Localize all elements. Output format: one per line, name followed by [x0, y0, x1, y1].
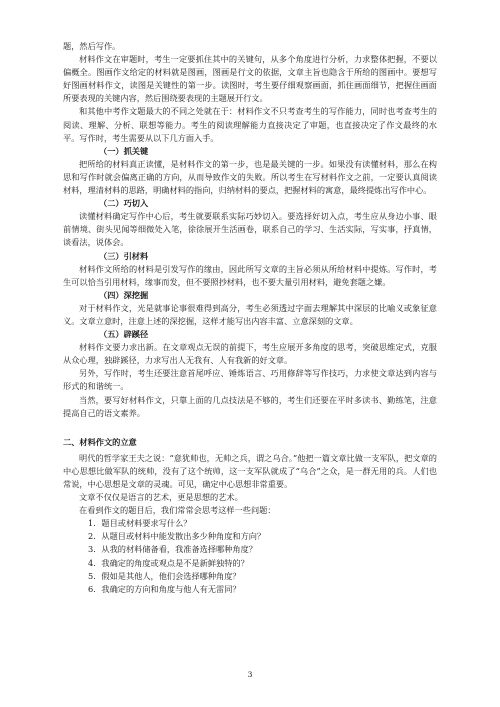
- paragraph: 题，然后写作。: [63, 41, 121, 51]
- paragraph: 材料作文要力求出新。在文章观点无误的前提下，考生应展开多角度的思考，突破思维定式，克服从众心理，独辟蹊径，力求写出人无我有、人有我新的好文章。: [63, 342, 437, 366]
- paragraph: 材料作文所给的材料是引发写作的缘由，因此所写文章的主旨必须从所给材料中提炼。写作时，考生可以恰当引用材料，缘事而发，但不要照抄材料，也不要大量引用材料，避免套题之嫌。: [63, 263, 437, 287]
- paragraph: 文章不仅仅是语言的艺术，更是思想的艺术。: [79, 492, 243, 503]
- subheading-new-path: （五）辟蹊径: [99, 329, 149, 340]
- page-content: [63, 40, 437, 596]
- paragraph: 在看到作文的题目后，我们常常会思考这样一些问题：: [79, 505, 276, 516]
- section-heading: 二、材料作文的立意: [63, 436, 137, 447]
- list-item: 5．假如是其他人，他们会选择哪种角度？: [88, 570, 241, 581]
- paragraph: 材料作文在审题时，考生一定要抓住其中的关键句，从多个角度进行分析，力求整体把握，不要以偏概全。图画作文给定的材料就是图画，图画是行文的依据，文章主旨也隐含于所给的图画中。要想写好图画材料作文，读图是关键性的第一步。读图时，考生要仔细观察画面，抓住画面细节，把握住画面所要表现的关键内容，然后围绕要表现的主题展开行文。: [63, 54, 437, 104]
- paragraph: 当然，要写好材料作文，只靠上面的几点技法是不够的，考生们还要在平时多读书、勤练笔，注意提高自己的语文素养。: [63, 394, 437, 418]
- subheading-grasp-key: （一）抓关键: [99, 145, 149, 156]
- paragraph: 读懂材料确定写作中心后，考生就要联系实际巧妙切入。要选择好切入点，考生应从身边小事、眼前情境、街头见闻等细微处入笔，徐徐展开生活画卷，联系自己的学习、生活实际，写实事，抒真情，谈看法，说体会。: [63, 211, 437, 248]
- paragraph: 对于材料作文，光是就事论事很难得到高分，考生必须透过字面去理解其中深层的比喻义或象征意义。文章立意时，注意上述的深挖掘，这样才能写出内容丰富、立意深刻的文章。: [63, 302, 437, 326]
- page-number: 3: [247, 670, 253, 679]
- paragraph: 和其他中考作文题最大的不同之处就在于：材料作文不只考查考生的写作能力，同时也考查考生的阅读、理解、分析、联想等能力。考生的阅读理解能力直接决定了审题，也直接决定了作文最终的水平。写作时，考生需要从以下几方面入手。: [63, 106, 437, 143]
- paragraph: 把所给的材料真正读懂，是材料作文的第一步，也是最关键的一步。如果没有读懂材料，那么在构思和写作时就会偏离正确的方向，从而导致作文的失败。所以考生在写材料作文之前，一定要认真阅读材料，理清材料的思路，明确材料的指向，归纳材料的要点，把握材料的寓意，最终提炼出写作中心。: [63, 158, 437, 196]
- list-item: 2．从题目或材料中能发散出多少种角度和方向？: [88, 531, 266, 542]
- paragraph: 明代的哲学家王夫之说：“意犹帅也，无帅之兵，谓之乌合。”他把一篇文章比做一支军队，把文章的中心思想比做军队的统帅，没有了这个统帅，这一支军队就成了“乌合”之众，是一群无用的兵。人们也常说，中心思想是文章的灵魂。可见，确定中心思想非常重要。: [63, 452, 437, 489]
- subheading-cite-material: （三）引材料: [99, 250, 149, 261]
- list-item: 3．从我的材料储备看，我准备选择哪种角度？: [88, 544, 257, 555]
- list-item: 4．我确定的角度或观点是不是新鲜独特的？: [88, 557, 249, 568]
- paragraph: 另外，写作时，考生还要注意首尾呼应、锤炼语言、巧用修辞等写作技巧，力求使文章达到内容与形式的和谐统一。: [63, 368, 437, 392]
- list-item: 6．我确定的方向和角度与他人有无雷同？: [88, 583, 241, 594]
- list-item: 1．题目或材料要求写什么？: [88, 518, 192, 529]
- subheading-dig-deep: （四）深挖掘: [99, 289, 149, 300]
- subheading-clever-entry: （二）巧切入: [99, 198, 149, 209]
